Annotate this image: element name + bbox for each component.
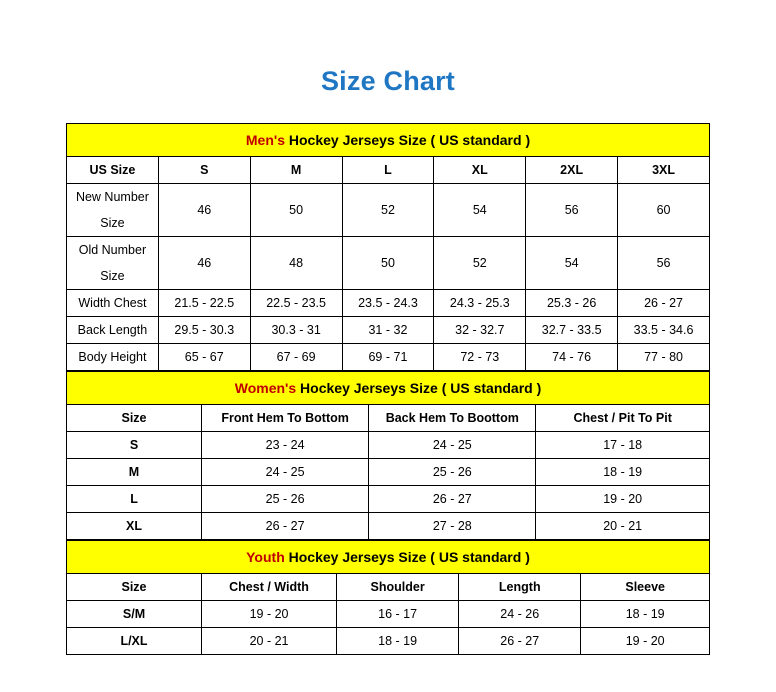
cell: 69 - 71 (342, 344, 434, 371)
womens-size-table (66, 371, 710, 540)
row-label: L/XL (67, 628, 202, 655)
mens-banner (67, 124, 710, 157)
column-header: Size (67, 405, 202, 432)
cell: 25.3 - 26 (526, 290, 618, 317)
table-header-row (67, 574, 710, 601)
cell: 19 - 20 (581, 628, 710, 655)
row-label: XL (67, 513, 202, 540)
row-label: M (67, 459, 202, 486)
cell: 56 (618, 237, 710, 290)
column-header: XL (434, 157, 526, 184)
cell: 56 (526, 184, 618, 237)
mens-size-table (66, 123, 710, 371)
cell: 18 - 19 (337, 628, 459, 655)
column-header: US Size (67, 157, 159, 184)
cell: 27 - 28 (369, 513, 536, 540)
table-row (67, 513, 710, 540)
cell: 50 (342, 237, 434, 290)
womens-banner-rest: Hockey Jerseys Size ( US standard ) (296, 380, 542, 396)
cell: 24 - 25 (369, 432, 536, 459)
cell: 18 - 19 (536, 459, 710, 486)
cell: 46 (158, 237, 250, 290)
table-row (67, 486, 710, 513)
cell: 20 - 21 (536, 513, 710, 540)
cell: 77 - 80 (618, 344, 710, 371)
cell: 17 - 18 (536, 432, 710, 459)
table-row (67, 184, 710, 237)
table-row (67, 290, 710, 317)
cell: 48 (250, 237, 342, 290)
row-label: S (67, 432, 202, 459)
cell: 26 - 27 (369, 486, 536, 513)
table-banner-row (67, 372, 710, 405)
cell: 32 - 32.7 (434, 317, 526, 344)
cell: 19 - 20 (536, 486, 710, 513)
cell: 65 - 67 (158, 344, 250, 371)
cell: 52 (342, 184, 434, 237)
row-label: S/M (67, 601, 202, 628)
cell: 25 - 26 (369, 459, 536, 486)
row-label: Old Number Size (67, 237, 159, 290)
cell: 26 - 27 (202, 513, 369, 540)
cell: 24.3 - 25.3 (434, 290, 526, 317)
cell: 26 - 27 (459, 628, 581, 655)
cell: 31 - 32 (342, 317, 434, 344)
cell: 18 - 19 (581, 601, 710, 628)
row-label: New Number Size (67, 184, 159, 237)
table-row (67, 237, 710, 290)
youth-banner (67, 541, 710, 574)
cell: 46 (158, 184, 250, 237)
table-header-row (67, 157, 710, 184)
cell: 30.3 - 31 (250, 317, 342, 344)
row-label: Width Chest (67, 290, 159, 317)
column-header: Front Hem To Bottom (202, 405, 369, 432)
mens-banner-accent: Men's (245, 132, 285, 148)
womens-banner (67, 372, 710, 405)
cell: 74 - 76 (526, 344, 618, 371)
column-header: 2XL (526, 157, 618, 184)
cell: 67 - 69 (250, 344, 342, 371)
table-row (67, 432, 710, 459)
youth-size-table (66, 540, 710, 655)
column-header: L (342, 157, 434, 184)
row-label: L (67, 486, 202, 513)
cell: 16 - 17 (337, 601, 459, 628)
cell: 22.5 - 23.5 (250, 290, 342, 317)
column-header: 3XL (618, 157, 710, 184)
table-row (67, 628, 710, 655)
table-header-row (67, 405, 710, 432)
cell: 54 (526, 237, 618, 290)
cell: 33.5 - 34.6 (618, 317, 710, 344)
cell: 24 - 25 (202, 459, 369, 486)
cell: 50 (250, 184, 342, 237)
cell: 54 (434, 184, 526, 237)
table-row (67, 344, 710, 371)
column-header: Chest / Width (202, 574, 337, 601)
column-header: S (158, 157, 250, 184)
table-banner-row (67, 541, 710, 574)
cell: 52 (434, 237, 526, 290)
table-row (67, 601, 710, 628)
cell: 19 - 20 (202, 601, 337, 628)
column-header: Size (67, 574, 202, 601)
cell: 72 - 73 (434, 344, 526, 371)
page-title: Size Chart (320, 66, 456, 96)
cell: 25 - 26 (202, 486, 369, 513)
column-header: Sleeve (581, 574, 710, 601)
youth-banner-accent: Youth (246, 549, 285, 565)
mens-banner-rest: Hockey Jerseys Size ( US standard ) (285, 132, 531, 148)
cell: 26 - 27 (618, 290, 710, 317)
table-banner-row (67, 124, 710, 157)
column-header: Shoulder (337, 574, 459, 601)
cell: 23.5 - 24.3 (342, 290, 434, 317)
cell: 24 - 26 (459, 601, 581, 628)
table-row (67, 459, 710, 486)
womens-banner-accent: Women's (234, 380, 297, 396)
cell: 60 (618, 184, 710, 237)
row-label: Body Height (67, 344, 159, 371)
table-row (67, 317, 710, 344)
column-header: M (250, 157, 342, 184)
column-header: Length (459, 574, 581, 601)
cell: 21.5 - 22.5 (158, 290, 250, 317)
cell: 20 - 21 (202, 628, 337, 655)
cell: 29.5 - 30.3 (158, 317, 250, 344)
column-header: Chest / Pit To Pit (536, 405, 710, 432)
youth-banner-rest: Hockey Jerseys Size ( US standard ) (284, 549, 530, 565)
row-label: Back Length (67, 317, 159, 344)
cell: 23 - 24 (202, 432, 369, 459)
size-tables (66, 97, 710, 655)
cell: 32.7 - 33.5 (526, 317, 618, 344)
column-header: Back Hem To Boottom (369, 405, 536, 432)
